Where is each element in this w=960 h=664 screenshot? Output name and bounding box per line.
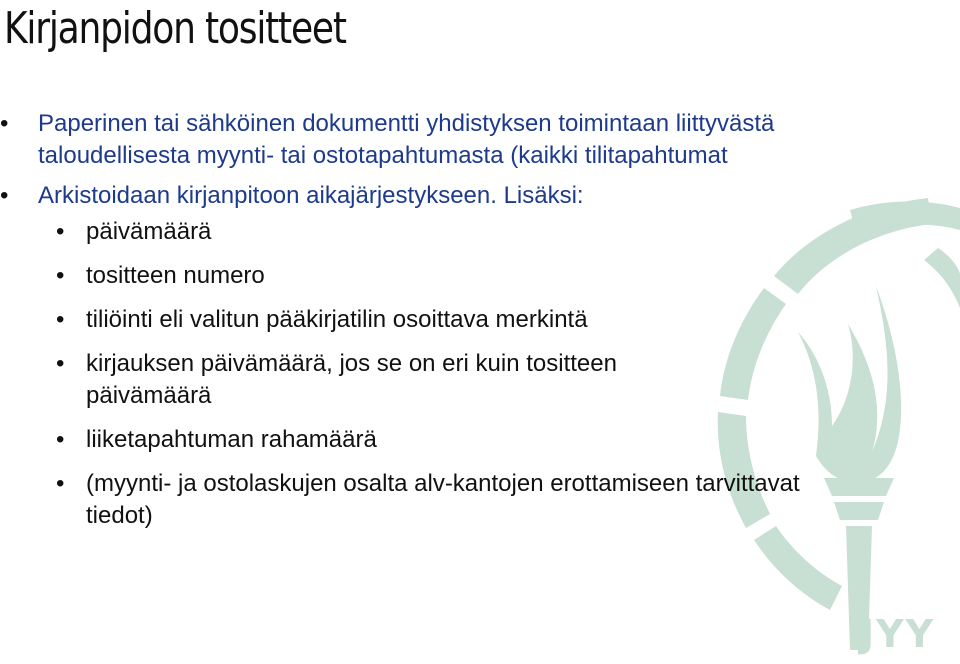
bullet-dot: • — [56, 470, 65, 497]
sub-bullet-text: tiliöinti eli valitun pääkirjatilin osoittava merkintä — [86, 306, 588, 333]
bullet-dot: • — [56, 350, 65, 377]
sub-bullet-text: kirjauksen päivämäärä, jos se on eri kuin tositteen päivämäärä — [86, 350, 617, 409]
bullet-item — [0, 180, 840, 212]
bullet-text: Paperinen tai sähköinen dokumentti yhdistyksen toimintaan liittyvästä taloudellisesta myynti- tai ostotapahtumasta (kaikki tilitapahtumat — [38, 110, 775, 169]
sub-bullet-item — [0, 348, 746, 412]
bullet-dot: • — [0, 182, 9, 209]
sub-bullet-text: päivämäärä — [86, 218, 212, 245]
bullet-dot: • — [56, 262, 65, 289]
jyy-logo-text: JYY — [860, 612, 936, 656]
bullet-item — [0, 108, 840, 172]
sub-bullet-text: (myynti- ja ostolaskujen osalta alv-kantojen erottamiseen tarvittavat tiedot) — [86, 470, 800, 529]
bullet-dot: • — [0, 110, 9, 137]
sub-bullet-item — [0, 304, 840, 336]
sub-bullet-text: liiketapahtuman rahamäärä — [86, 426, 377, 453]
bullet-dot: • — [56, 218, 65, 245]
sub-bullet-item — [0, 424, 840, 456]
bullet-dot: • — [56, 306, 65, 333]
sub-bullet-item — [0, 216, 840, 248]
bullet-text: Arkistoidaan kirjanpitoon aikajärjestykseen. Lisäksi: — [38, 182, 584, 209]
bullet-dot: • — [56, 426, 65, 453]
slide-title: Kirjanpidon tositteet — [4, 3, 346, 54]
sub-bullet-item — [0, 468, 831, 532]
bullet-list — [0, 108, 840, 532]
sub-bullet-text: tositteen numero — [86, 262, 265, 289]
sub-bullet-item — [0, 260, 840, 292]
